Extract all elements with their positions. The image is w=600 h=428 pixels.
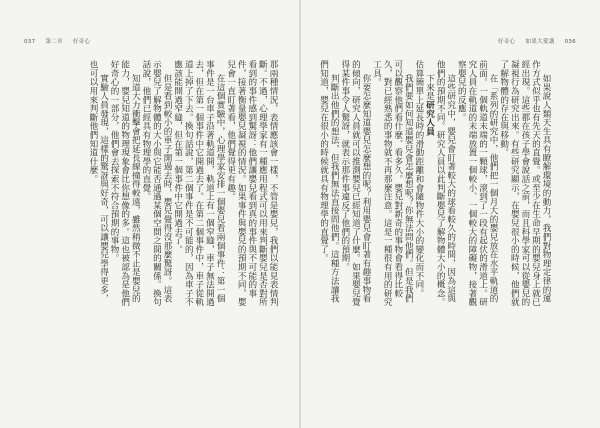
paragraph: 這些研究中，嬰兒會盯著較大的球看較久的時間，因為這與他們的預期不同。研究人員以此判斷嬰兒了解物體大小的概念。	[435, 60, 456, 307]
bold-term: 研究人員	[424, 100, 435, 136]
paragraph: 如果說人類天生具有瞭解環境的動力，我們對物理定律的運作方式似乎也有先天的直覺。或至少在生命早期的嬰兒身上就已經出現。這些都在孩子學會說話之前，而且科學家可以從嬰兒的凝視行為研究出來。有些研究顯示，在嬰兒很小的時候，他們就了解物體的存在與移動。	[498, 60, 552, 307]
paragraph: 那兩種情況，表情應該會一樣，不管是嬰兒，我們以能見表情判斷。不過，心理學家有一種應用程式可以用來判斷嬰兒是否對所看到的事件感到驚訝：他們讓嬰兒看到真的事件與不可能的事件，接著衡量嬰兒凝視的情況。如果事件與嬰兒的預期不同，嬰兒會一直盯著看，他們覺得更有趣。	[225, 60, 278, 307]
chapter-label: 第二章	[45, 39, 63, 45]
right-page-header	[490, 37, 576, 45]
paragraph	[424, 60, 435, 310]
chapter-title: 好奇心	[498, 39, 516, 45]
paragraph: 在這個實驗中，心理學家安排一個嬰兒看兩個事件：第一個事件是一台車子沿著軌道開，軌道上有一個窄縫，車子無法開過去，但在第一個事件中它開過去了。在第二個事件中，車子從軌道上掉了下去。換句話說，第二個事件是不可能的，因為車子不應該能開過窄縫，但在第一個事件中它開過去了。	[172, 60, 226, 307]
left-page-header	[24, 37, 98, 45]
paragraph: 你要怎麼知道嬰兒怎麼想的呢？利用嬰兒會盯著有趣事物看的傾向，研究人員就可以推測嬰兒已經知道了什麼。如果嬰兒覺得某件事令人驚訝，就表示那件事違反了他們的預期。	[339, 60, 371, 307]
paragraph: 知道大力衝擊會把延長線撞得較遠，雖然稍微不止是嬰兒的能力，嬰兒知道的物理現象會比你想像的多。這也被認為是他們好奇心的一部分，他們會去探索不符合預期的事物。	[109, 60, 141, 307]
paragraph: 判斷出他們的想法，但我們無法直接問他們。這種方法讓我們知道，嬰兒在很小的時候就具有物理學的直覺了。	[318, 60, 340, 303]
paragraph-text: 下來是	[424, 73, 435, 101]
paragraph: 我們要如何知道嬰兒會怎麼想呢？你無法問他們。但是我們可以觀察他們看什麼、看多久。嬰兒對新奇的事物會看得比較久，對已經熟悉的事物就不再那麼注意。這是一種很有用的研究工具。	[371, 60, 414, 307]
paragraph: 但是看到較小的車子開過去時，嬰兒覺得沒那麼驚訝。這表示嬰兒了解物體的大小與它能否通過某個空間之間的關係。換句話說，他們已經具有物理學的直覺。	[140, 60, 173, 307]
paragraph: 實驗人員發現，這樣的驚訝與好奇，可以讓嬰兒學得更多，也可以用來判斷他們知道什麼。	[87, 60, 109, 303]
book-title: 如果大愛講	[525, 39, 555, 45]
right-page-body	[318, 60, 551, 310]
page-number: 037	[24, 39, 36, 45]
chapter-title: 好奇心	[72, 39, 91, 45]
page-number: 036	[564, 39, 576, 45]
paragraph: 估算簡單上延長時的滑動距離和會隨物件大小的變化而不同。	[413, 60, 424, 298]
paragraph: 在「系列的研究中，他們把一個月大的嬰兒放在水平軌道的前面。一個軌道末端的一顆球，滾到了一段有起伏的滑道上。研究人員在軌道的末端放置一個較小、一個較大的障礙物，接著觀察嬰兒的反應。	[456, 60, 499, 307]
left-page-body	[40, 60, 278, 310]
